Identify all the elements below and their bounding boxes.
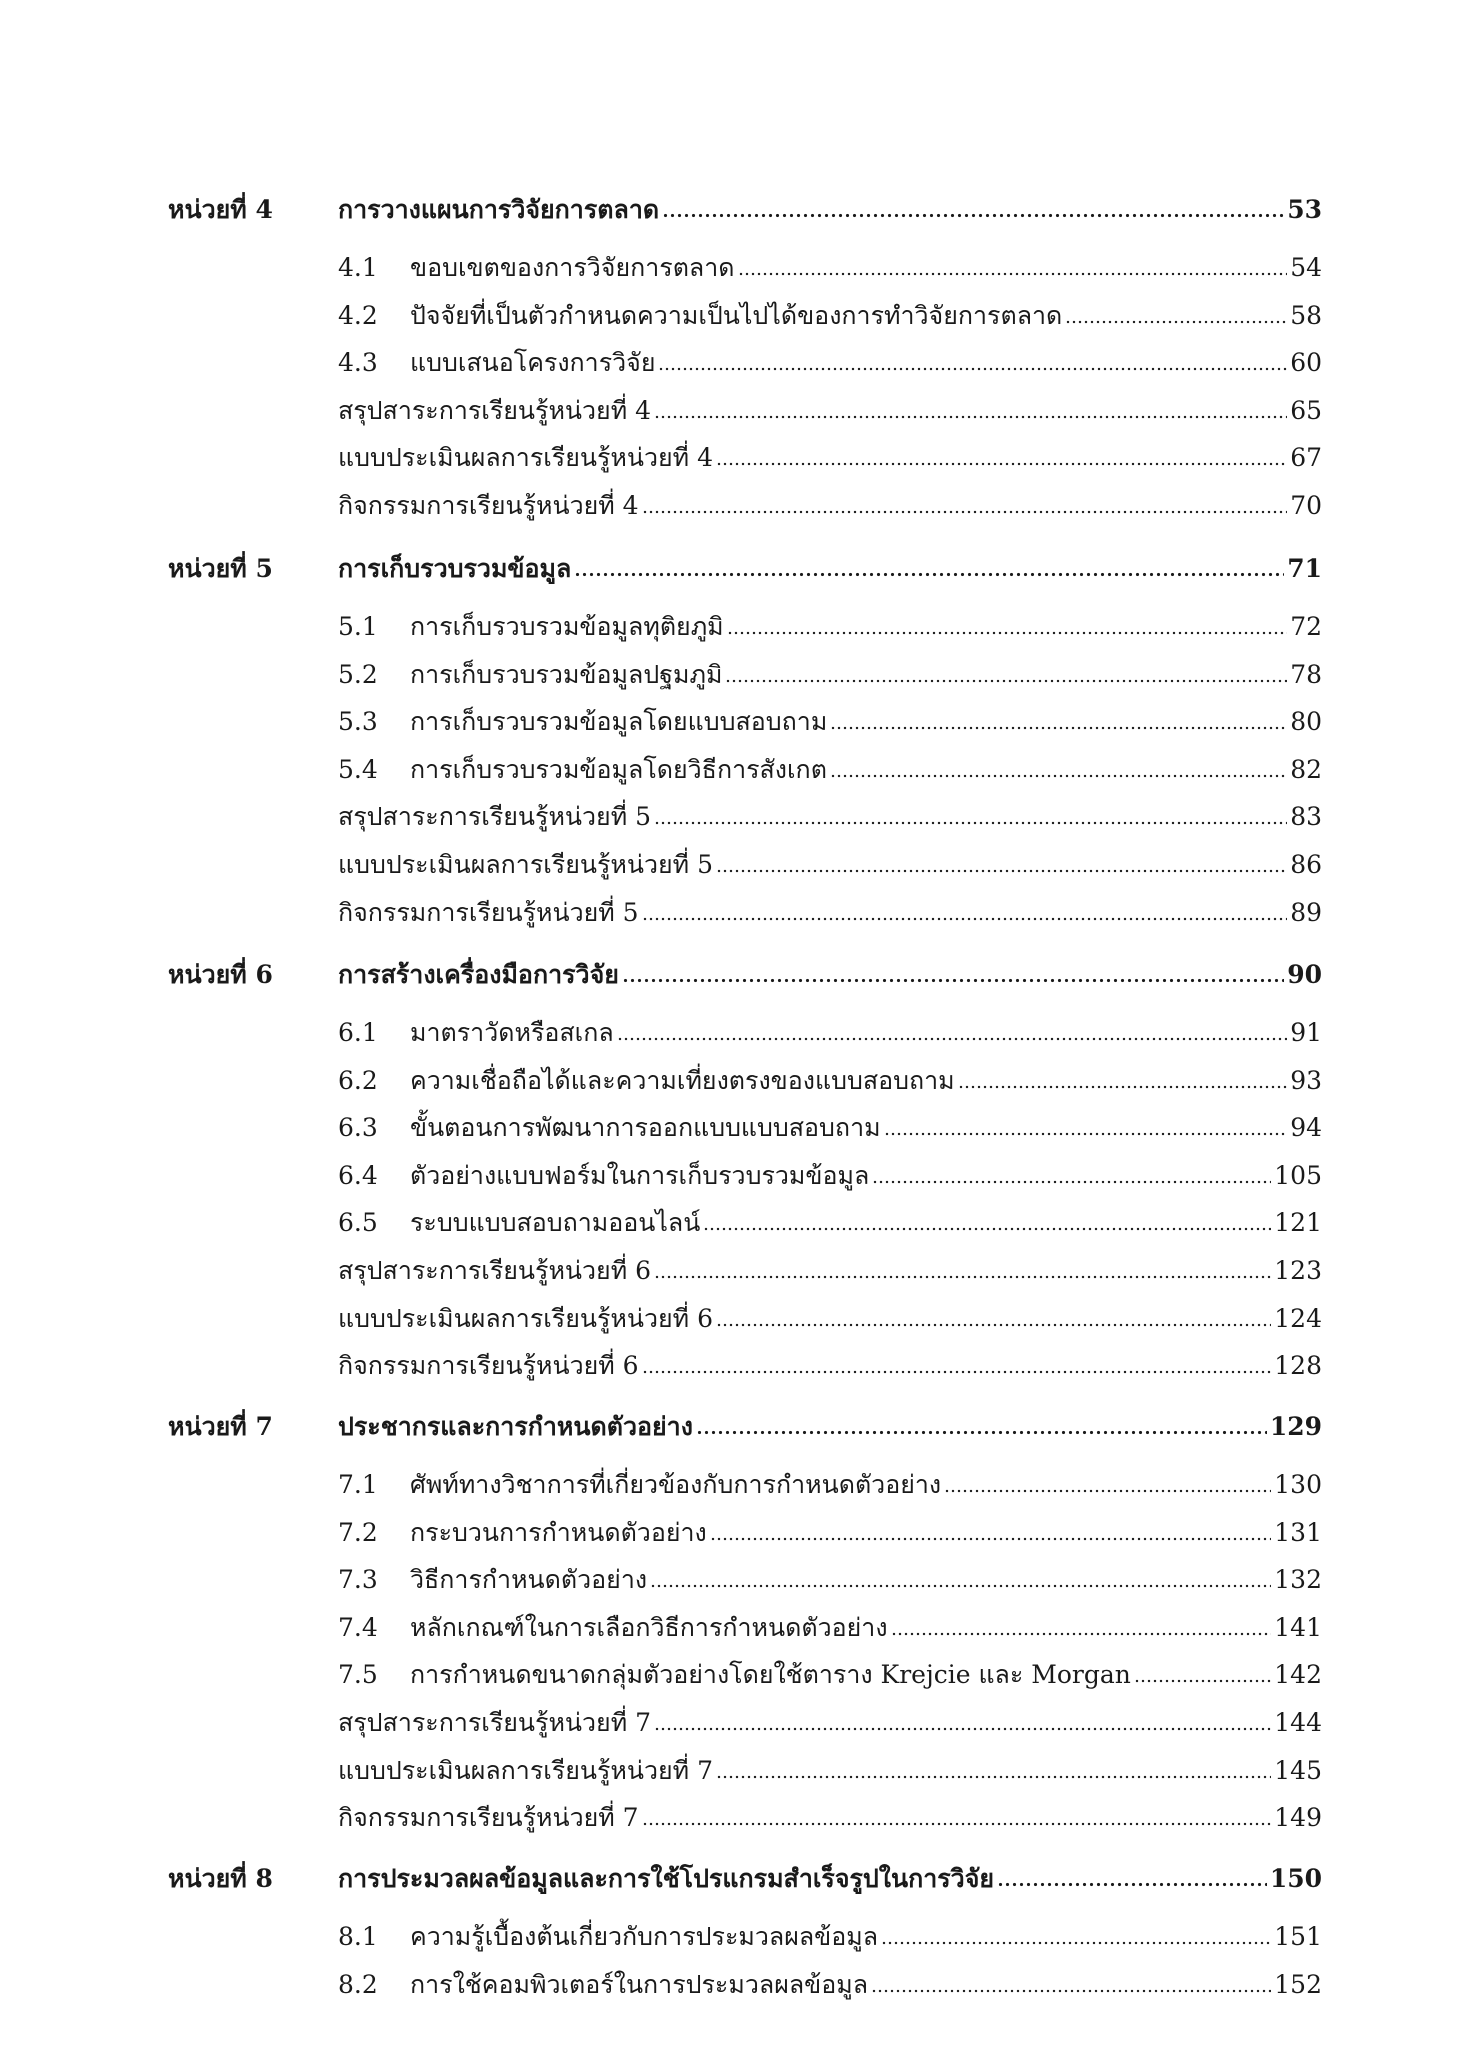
toc-entry-row	[0, 1606, 1474, 1654]
dot-leader	[891, 1632, 1272, 1636]
entry-title: ปัจจัยที่เป็นตัวกำหนดความเป็นไปได้ของการทำวิจัยการตลาด	[410, 300, 1063, 330]
toc-entry-row	[0, 341, 1474, 389]
entry-page-number: 131	[1274, 1517, 1322, 1547]
dot-leader	[654, 821, 1287, 825]
dot-leader	[642, 1822, 1272, 1826]
dot-leader	[703, 1227, 1271, 1231]
toc-entry	[338, 1608, 1322, 1648]
entry-title: วิธีการกำหนดตัวอย่าง	[410, 1565, 648, 1595]
entry-title: การเก็บรวบรวมข้อมูลโดยวิธีการสังเกต	[410, 754, 827, 784]
dot-leader	[727, 631, 1288, 635]
toc-entry	[338, 391, 1322, 431]
dot-leader	[738, 272, 1288, 276]
dot-leader	[830, 726, 1287, 730]
toc-entry-row	[0, 795, 1474, 843]
entry-title: สรุปสาระการเรียนรู้หน่วยที่ 6	[338, 1256, 652, 1285]
dot-leader	[881, 1941, 1271, 1945]
unit-heading	[338, 1407, 1322, 1447]
toc-entry-row	[0, 1011, 1474, 1059]
entry-title: กิจกรรมการเรียนรู้หน่วยที่ 5	[338, 897, 639, 927]
section-number: 6.5	[338, 1208, 378, 1238]
entry-title: ตัวอย่างแบบฟอร์มในการเก็บรวบรวมข้อมูล	[410, 1160, 870, 1190]
entry-title: แบบประเมินผลการเรียนรู้หน่วยที่ 7	[338, 1755, 713, 1785]
dot-leader	[662, 213, 1284, 218]
toc-entry-row	[0, 1558, 1474, 1606]
section-number: 7.5	[338, 1660, 378, 1690]
entry-page-number: 78	[1290, 659, 1322, 689]
toc-entry-row	[0, 389, 1474, 437]
entry-title: การเก็บรวบรวมข้อมูลโดยแบบสอบถาม	[410, 707, 828, 737]
entry-title: แบบประเมินผลการเรียนรู้หน่วยที่ 4	[338, 443, 713, 473]
dot-leader	[617, 1037, 1288, 1041]
dot-leader	[654, 1727, 1271, 1731]
toc-entry-row	[0, 246, 1474, 294]
entry-title: หลักเกณฑ์ในการเลือกวิธีการกำหนดตัวอย่าง	[410, 1612, 888, 1642]
toc-entry	[338, 1513, 1322, 1553]
entry-title: ศัพท์ทางวิชาการที่เกี่ยวข้องกับการกำหนดตัวอย่าง	[410, 1470, 942, 1499]
toc-entry-row	[0, 1344, 1474, 1392]
toc-entry	[338, 893, 1322, 933]
unit-page-number: 71	[1287, 554, 1322, 583]
entry-page-number: 130	[1274, 1470, 1322, 1499]
unit-title: การเก็บรวบรวมข้อมูล	[338, 554, 572, 583]
section-number: 5.1	[338, 612, 378, 641]
entry-page-number: 105	[1274, 1160, 1322, 1190]
unit-title: ประชากรและการกำหนดตัวอย่าง	[338, 1412, 693, 1441]
unit-heading	[338, 1859, 1322, 1899]
dot-leader	[1134, 1679, 1271, 1683]
toc-entry	[338, 296, 1322, 336]
toc-entry-row	[0, 1511, 1474, 1559]
toc-entry-row	[0, 1963, 1474, 2011]
dot-leader	[642, 1370, 1272, 1374]
toc-entry	[338, 1655, 1322, 1695]
dot-leader	[830, 774, 1287, 778]
unit-heading	[338, 190, 1322, 230]
toc-entry-row	[0, 843, 1474, 891]
unit-heading-row	[0, 547, 1474, 595]
entry-title: กิจกรรมการเรียนรู้หน่วยที่ 7	[338, 1803, 639, 1833]
entry-page-number: 144	[1274, 1708, 1322, 1737]
entry-page-number: 67	[1290, 443, 1322, 473]
entry-page-number: 152	[1274, 1969, 1322, 1999]
entry-page-number: 123	[1274, 1256, 1322, 1285]
toc-entry	[338, 1203, 1322, 1243]
dot-leader	[650, 1584, 1271, 1588]
dot-leader	[1065, 320, 1287, 324]
dot-leader	[997, 1882, 1267, 1887]
entry-title: สรุปสาระการเรียนรู้หน่วยที่ 4	[338, 395, 652, 425]
toc-entry	[338, 1251, 1322, 1291]
entry-title: ขอบเขตของการวิจัยการตลาด	[410, 253, 735, 282]
unit-page-number: 90	[1287, 960, 1322, 989]
entry-page-number: 82	[1290, 754, 1322, 784]
entry-page-number: 86	[1290, 850, 1322, 879]
section-number: 6.2	[338, 1065, 378, 1095]
dot-leader	[884, 1132, 1288, 1136]
toc-entry-row	[0, 653, 1474, 701]
toc-entry	[338, 1013, 1322, 1053]
dot-leader	[574, 572, 1284, 577]
toc-entry-row	[0, 436, 1474, 484]
unit-heading-row	[0, 1405, 1474, 1453]
unit-page-number: 53	[1287, 195, 1322, 224]
entry-title: ระบบแบบสอบถามออนไลน์	[410, 1208, 701, 1238]
entry-page-number: 142	[1274, 1660, 1322, 1690]
entry-title: ความเชื่อถือได้และความเที่ยงตรงของแบบสอบถาม	[410, 1065, 955, 1095]
toc-entry	[338, 607, 1322, 647]
dot-leader	[642, 917, 1288, 921]
unit-page-number: 129	[1269, 1412, 1322, 1441]
section-number: 7.3	[338, 1565, 378, 1595]
entry-title: ขั้นตอนการพัฒนาการออกแบบแบบสอบถาม	[410, 1113, 881, 1143]
toc-entry	[338, 1917, 1322, 1957]
entry-title: ความรู้เบื้องต้นเกี่ยวกับการประมวลผลข้อมูล	[410, 1922, 879, 1951]
toc-entry-row	[0, 484, 1474, 532]
entry-title: สรุปสาระการเรียนรู้หน่วยที่ 5	[338, 802, 652, 832]
toc-entry-row	[0, 1297, 1474, 1345]
toc-entry	[338, 655, 1322, 695]
dot-leader	[696, 1430, 1267, 1435]
entry-page-number: 58	[1290, 300, 1322, 330]
entry-page-number: 145	[1274, 1755, 1322, 1785]
entry-title: กระบวนการกำหนดตัวอย่าง	[410, 1517, 707, 1547]
entry-title: แบบประเมินผลการเรียนรู้หน่วยที่ 5	[338, 850, 713, 879]
toc-entry	[338, 1751, 1322, 1791]
toc-entry-row	[0, 1154, 1474, 1202]
toc-entry	[338, 1156, 1322, 1196]
entry-page-number: 121	[1274, 1208, 1322, 1238]
toc-entry	[338, 1798, 1322, 1838]
entry-title: แบบเสนอโครงการวิจัย	[410, 348, 656, 378]
dot-leader	[622, 978, 1284, 983]
entry-title: การเก็บรวบรวมข้อมูลปฐมภูมิ	[410, 659, 723, 689]
dot-leader	[716, 869, 1287, 873]
toc-entry-row	[0, 891, 1474, 939]
toc-entry	[338, 1346, 1322, 1386]
toc-entry	[338, 845, 1322, 885]
toc-entry	[338, 1299, 1322, 1339]
toc-entry	[338, 1108, 1322, 1148]
section-number: 8.2	[338, 1969, 378, 1999]
entry-page-number: 124	[1274, 1303, 1322, 1333]
toc-entry	[338, 1465, 1322, 1505]
toc-entry-row	[0, 294, 1474, 342]
toc-entry-row	[0, 700, 1474, 748]
entry-title: กิจกรรมการเรียนรู้หน่วยที่ 4	[338, 491, 639, 520]
dot-leader	[658, 367, 1287, 371]
toc-entry-row	[0, 1915, 1474, 1963]
section-number: 5.3	[338, 707, 378, 737]
toc-entry-row	[0, 605, 1474, 653]
entry-page-number: 60	[1290, 348, 1322, 378]
section-number: 8.1	[338, 1922, 378, 1951]
entry-title: กิจกรรมการเรียนรู้หน่วยที่ 6	[338, 1351, 639, 1381]
dot-leader	[725, 679, 1287, 683]
toc-entry-row	[0, 1653, 1474, 1701]
entry-page-number: 80	[1290, 707, 1322, 737]
entry-page-number: 132	[1274, 1565, 1322, 1595]
toc-entry-row	[0, 1201, 1474, 1249]
toc-entry	[338, 797, 1322, 837]
entry-page-number: 141	[1274, 1612, 1322, 1642]
entry-page-number: 91	[1290, 1018, 1322, 1047]
entry-title: การกำหนดขนาดกลุ่มตัวอย่างโดยใช้ตาราง Krejcie และ Morgan	[410, 1660, 1131, 1690]
toc-entry	[338, 343, 1322, 383]
toc-entry	[338, 1560, 1322, 1600]
unit-label: หน่วยที่ 4	[168, 195, 273, 224]
entry-page-number: 65	[1290, 395, 1322, 425]
section-number: 5.4	[338, 754, 378, 784]
toc-entry-row	[0, 1059, 1474, 1107]
section-number: 6.4	[338, 1160, 378, 1190]
toc-entry-row	[0, 1106, 1474, 1154]
entry-title: แบบประเมินผลการเรียนรู้หน่วยที่ 6	[338, 1303, 713, 1333]
section-number: 4.3	[338, 348, 378, 378]
dot-leader	[642, 510, 1288, 514]
entry-page-number: 70	[1290, 491, 1322, 520]
unit-title: การวางแผนการวิจัยการตลาด	[338, 195, 660, 224]
toc-entry	[338, 750, 1322, 790]
toc-entry-row	[0, 1701, 1474, 1749]
entry-page-number: 89	[1290, 897, 1322, 927]
dot-leader	[872, 1180, 1271, 1184]
unit-heading	[338, 549, 1322, 589]
toc-entry	[338, 1703, 1322, 1743]
unit-label: หน่วยที่ 5	[168, 554, 273, 583]
entry-page-number: 128	[1274, 1351, 1322, 1381]
unit-label: หน่วยที่ 8	[168, 1864, 273, 1893]
unit-label: หน่วยที่ 6	[168, 960, 273, 989]
toc-entry-row	[0, 1249, 1474, 1297]
unit-title: การสร้างเครื่องมือการวิจัย	[338, 960, 619, 989]
toc-entry-row	[0, 1749, 1474, 1797]
unit-heading-row	[0, 1857, 1474, 1905]
entry-page-number: 83	[1290, 802, 1322, 832]
entry-title: การเก็บรวบรวมข้อมูลทุติยภูมิ	[410, 612, 724, 641]
toc-entry	[338, 486, 1322, 526]
unit-title: การประมวลผลข้อมูลและการใช้โปรแกรมสำเร็จรูปในการวิจัย	[338, 1864, 995, 1893]
dot-leader	[716, 1323, 1271, 1327]
toc-entry	[338, 1061, 1322, 1101]
dot-leader	[958, 1085, 1288, 1089]
dot-leader	[716, 1775, 1271, 1779]
section-number: 7.2	[338, 1517, 378, 1547]
dot-leader	[944, 1489, 1271, 1493]
dot-leader	[871, 1989, 1271, 1993]
unit-heading-row	[0, 188, 1474, 236]
toc-entry-row	[0, 1796, 1474, 1844]
toc-entry-row	[0, 1463, 1474, 1511]
toc-entry-row	[0, 748, 1474, 796]
entry-page-number: 93	[1290, 1065, 1322, 1095]
section-number: 6.1	[338, 1018, 378, 1047]
section-number: 7.1	[338, 1470, 378, 1499]
toc-entry	[338, 438, 1322, 478]
unit-page-number: 150	[1269, 1864, 1322, 1893]
entry-page-number: 54	[1290, 253, 1322, 282]
section-number: 5.2	[338, 659, 378, 689]
entry-page-number: 151	[1274, 1922, 1322, 1951]
toc-entry	[338, 248, 1322, 288]
section-number: 4.2	[338, 300, 378, 330]
entry-page-number: 149	[1274, 1803, 1322, 1833]
entry-page-number: 94	[1290, 1113, 1322, 1143]
entry-title: มาตราวัดหรือสเกล	[410, 1018, 614, 1047]
entry-title: สรุปสาระการเรียนรู้หน่วยที่ 7	[338, 1708, 652, 1737]
unit-heading-row	[0, 953, 1474, 1001]
dot-leader	[654, 1275, 1271, 1279]
dot-leader	[654, 415, 1287, 419]
dot-leader	[716, 462, 1287, 466]
entry-page-number: 72	[1290, 612, 1322, 641]
section-number: 4.1	[338, 253, 378, 282]
entry-title: การใช้คอมพิวเตอร์ในการประมวลผลข้อมูล	[410, 1969, 869, 1999]
toc-entry	[338, 702, 1322, 742]
dot-leader	[710, 1537, 1272, 1541]
section-number: 7.4	[338, 1612, 378, 1642]
unit-label: หน่วยที่ 7	[168, 1412, 273, 1441]
section-number: 6.3	[338, 1113, 378, 1143]
unit-heading	[338, 955, 1322, 995]
toc-entry	[338, 1965, 1322, 2005]
